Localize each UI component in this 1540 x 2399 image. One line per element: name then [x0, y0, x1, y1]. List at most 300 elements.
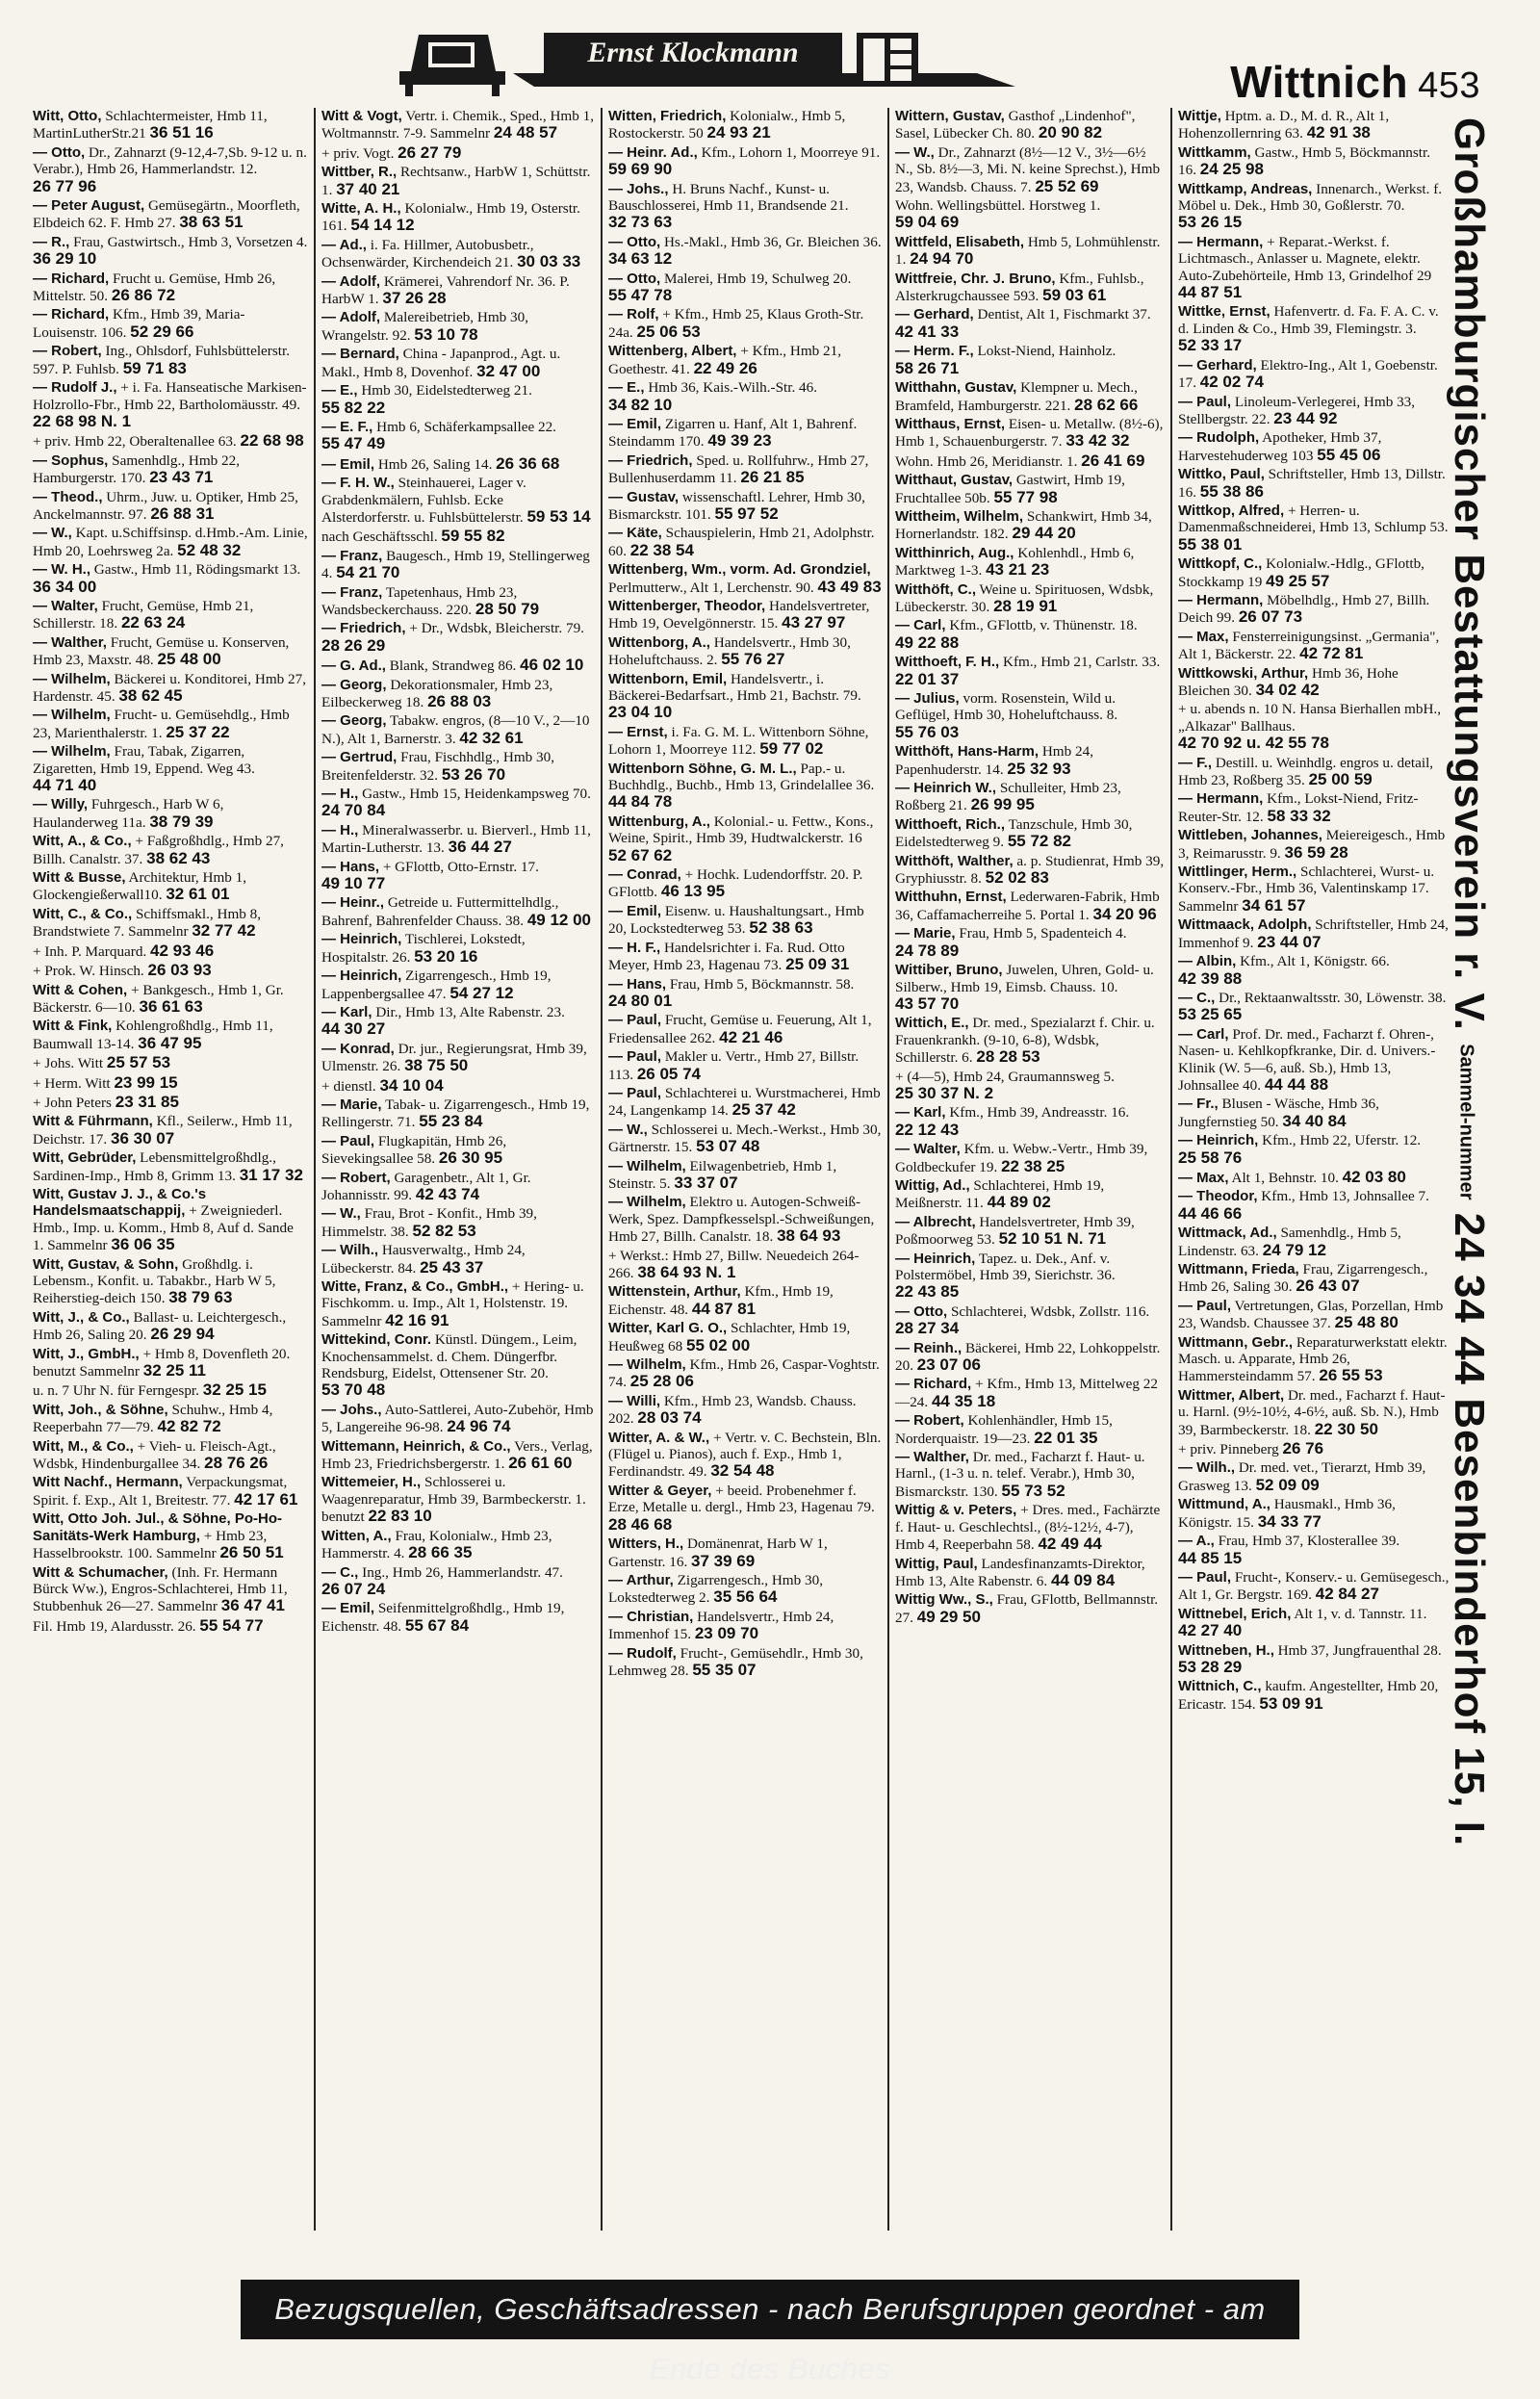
entry-details: Lebensmittelgroßhdlg., Sardinen-Imp., Hmb 8, Grimm 13. — [33, 1149, 276, 1184]
entry-details: Gasthof „Lindenhof", Sasel, Lübecker Ch. 80. — [895, 108, 1136, 142]
directory-entry — [895, 853, 1165, 888]
entry-phone: 49 12 00 — [526, 910, 592, 929]
entry-details: Rechtsanw., HarbW 1, Schüttstr. 1. — [321, 164, 591, 198]
entry-phone: 59 69 90 — [608, 160, 673, 179]
entry-name: Witthöft, Hans-Harm, — [895, 743, 1040, 761]
entry-name: — Wilhelm, — [33, 743, 111, 761]
entry-name: — E. F., — [321, 418, 373, 435]
directory-entry — [33, 743, 308, 794]
entry-phone: 42 21 46 — [719, 1027, 783, 1046]
directory-entry — [1178, 1261, 1450, 1296]
entry-details: Destill. u. Weinhdlg. engros u. detail, Hmb 23, Roßberg 35. — [1178, 754, 1434, 789]
entry-name: — Emil, — [321, 455, 375, 473]
entry-name: — Bernard, — [321, 346, 399, 363]
entry-name: — Robert, — [33, 343, 102, 360]
entry-details: + priv. Vogt. — [321, 144, 395, 162]
entry-details: Frucht- u. Gemüsehdlg., Hmb 23, Marienthalerstr. 1. — [33, 707, 290, 741]
directory-entry — [608, 761, 882, 812]
entry-name: — F. H. W., — [321, 475, 395, 492]
directory-entry — [608, 234, 882, 269]
entry-name: Witthöft, Walther, — [895, 852, 1014, 869]
entry-name: — W., — [608, 1121, 648, 1138]
entry-phone: 28 66 35 — [408, 1543, 473, 1562]
entry-name: — Willy, — [33, 796, 89, 813]
directory-entry — [33, 525, 308, 559]
entry-details: Malereibetrieb, Hmb 30, Wrangelstr. 92. — [321, 309, 529, 344]
directory-entry — [321, 164, 595, 198]
directory-entry — [33, 489, 308, 524]
directory-entry — [321, 1170, 595, 1204]
entry-details: Alt 1, v. d. Tannstr. 11. — [1294, 1605, 1427, 1622]
entry-details: u. n. 7 Uhr N. für Ferngespr. — [33, 1382, 199, 1400]
entry-details: Weine u. Spirituosen, Wdsbk, Lübeckerstr. 30. — [895, 580, 1154, 615]
directory-entry — [321, 309, 595, 344]
directory-entry — [33, 1510, 308, 1561]
entry-phone: 36 34 00 — [33, 577, 97, 596]
directory-entry — [608, 416, 882, 451]
entry-name: — Theod., — [33, 488, 103, 505]
entry-details: Seifenmittelgroßhdlg., Hmb 19, Eichenstr. 48. — [321, 1600, 565, 1635]
furniture-ad-logo — [399, 29, 1073, 100]
entry-phone: 42 93 46 — [150, 941, 215, 960]
entry-details: Möbelhdlg., Hmb 27, Billh. Deich 99. — [1178, 591, 1430, 627]
entry-details: Schlosserei u. Mech.-Werkst., Hmb 30, Gärtnerstr. 15. — [608, 1121, 882, 1156]
entry-name: — Richard, — [895, 1376, 972, 1393]
entry-phone: 26 50 51 — [219, 1543, 284, 1562]
directory-entry — [1178, 1298, 1450, 1332]
entry-phone: 52 33 17 — [1178, 336, 1243, 355]
entry-phone: 28 46 68 — [608, 1514, 673, 1534]
entry-phone: 52 82 53 — [412, 1221, 476, 1240]
entry-details: Kfm., Fuhlsb., Alsterkrugchaussee 593. — [895, 270, 1144, 305]
entry-phone: 44 46 66 — [1178, 1203, 1243, 1223]
entry-details: + Zweigniederl. Hmb., Imp. u. Komm., Hmb 8, Auf d. Sande 1. Sammelnr — [33, 1202, 294, 1254]
entry-phone: 28 19 91 — [993, 596, 1058, 615]
entry-phone: 22 83 10 — [368, 1507, 432, 1526]
entry-name: — Carl, — [895, 617, 946, 634]
directory-entry — [321, 894, 595, 929]
entry-details: Schlachterei, Wurst- u. Konserv.-Fbr., Hmb 36, Valentinskamp 17. Sammelnr — [1178, 864, 1435, 915]
entry-name: — H. F., — [608, 939, 661, 956]
directory-entry — [33, 1381, 308, 1399]
entry-details: Perlmutterw., Alt 1, Lerchenstr. 90. — [608, 579, 814, 596]
entry-name: Wittheim, Wilhelm, — [895, 507, 1024, 525]
entry-phone: 26 21 85 — [740, 468, 805, 487]
directory-entry — [608, 940, 882, 974]
entry-name: Witt, Gebrüder, — [33, 1149, 137, 1167]
directory-entry — [895, 1141, 1165, 1175]
directory-entry — [608, 1248, 882, 1282]
entry-name: — Otto, — [895, 1303, 948, 1320]
entry-phone: 42 70 92 u. 42 55 78 — [1178, 734, 1329, 753]
entry-details: Kfm., Lohorn 1, Moorreye 91. — [701, 143, 881, 161]
directory-entry — [321, 677, 595, 711]
directory-entry — [895, 1502, 1165, 1553]
entry-name: Witte, Franz, & Co., GmbH., — [321, 1278, 509, 1295]
entry-name: — Karl, — [321, 1003, 372, 1020]
entry-phone: 44 89 02 — [987, 1193, 1051, 1212]
entry-details: Frucht-, Gemüsehdlr., Hmb 30, Lehmweg 28. — [608, 1644, 863, 1679]
entry-phone: 49 25 57 — [1266, 571, 1330, 590]
directory-entry — [895, 690, 1165, 741]
entry-details: Schuhw., Hmb 4, Reeperbahn 77—79. — [33, 1401, 273, 1436]
directory-entry — [321, 1205, 595, 1240]
directory-entry — [895, 925, 1165, 960]
directory-entry — [895, 197, 1165, 232]
entry-phone: 32 61 01 — [166, 885, 230, 904]
side-advertisement — [1439, 117, 1499, 2226]
entry-details: Frau, Gastwirtsch., Hmb 3, Vorsetzen 4. — [73, 233, 308, 250]
entry-details: + priv. Pinneberg — [1178, 1441, 1279, 1458]
directory-entry — [608, 1572, 882, 1607]
directory-entry — [321, 1004, 595, 1039]
entry-phone: 26 61 60 — [508, 1454, 573, 1473]
entry-name: — H., — [321, 786, 359, 803]
directory-entry — [895, 816, 1165, 851]
entry-details: Ballast- u. Leichtergesch., Hmb 26, Saling 20. — [33, 1308, 287, 1344]
entry-details: + Vieh- u. Fleisch-Agt., Wdsbk, Hindenburgallee 34. — [33, 1437, 276, 1473]
directory-entry — [321, 419, 595, 453]
directory-entry — [321, 1077, 595, 1095]
directory-entry — [608, 452, 882, 487]
entry-phone: 55 72 82 — [1007, 832, 1072, 851]
entry-phone: 52 29 66 — [130, 322, 194, 341]
entry-phone: 30 03 33 — [517, 252, 581, 271]
directory-entry — [33, 306, 308, 341]
entry-name: Witthöft, C., — [895, 580, 977, 598]
entry-phone: 25 09 31 — [785, 955, 850, 974]
entry-name: Witte, A. H., — [321, 200, 401, 218]
entry-name: — Gertrud, — [321, 749, 398, 766]
entry-phone: 25 52 69 — [1035, 176, 1099, 195]
entry-phone: 28 28 53 — [976, 1047, 1040, 1067]
directory-entry — [895, 1177, 1165, 1212]
entry-name: — Wilhelm, — [608, 1157, 686, 1174]
entry-phone: 55 77 98 — [993, 487, 1058, 506]
entry-name: — Walther, — [33, 633, 107, 651]
directory-entry — [895, 416, 1165, 451]
entry-name: Wittmack, Ad., — [1178, 1225, 1277, 1242]
entry-details: Schriftsteller, Hmb 13, Dillstr. 16. — [1178, 466, 1446, 501]
entry-details: + GFlottb, Otto-Ernstr. 17. — [382, 858, 539, 875]
directory-entry — [895, 1251, 1165, 1302]
entry-name: — Marie, — [321, 1096, 382, 1113]
side-ad-name: Großhamburgischer Bestattungsverein r. V. — [1446, 117, 1493, 1031]
entry-name: — Ad., — [321, 236, 367, 253]
entry-phone: 44 30 27 — [321, 1019, 386, 1039]
directory-entry — [608, 1158, 882, 1193]
entry-phone: 26 43 07 — [1296, 1277, 1360, 1296]
directory-entry — [1178, 592, 1450, 627]
directory-entry — [1178, 144, 1450, 179]
entry-details: Lokst-Niend, Hainholz. — [977, 343, 1116, 360]
entry-details: Bäckerei u. Konditorei, Hmb 27, Hardenstr. 45. — [33, 670, 307, 705]
directory-entry — [33, 796, 308, 831]
entry-phone: 44 35 18 — [931, 1391, 996, 1410]
entry-details: Hs.-Makl., Hmb 36, Gr. Bleichen 36. — [663, 233, 882, 250]
directory-entry — [33, 1018, 308, 1052]
entry-details: Hausverwaltg., Hmb 24, Lübeckerstr. 84. — [321, 1242, 526, 1277]
entry-name: Witters, H., — [608, 1535, 684, 1553]
entry-details: Frau, Fischhdlg., Hmb 30, Breitenfelderstr. 32. — [321, 749, 555, 784]
entry-name: — Käte, — [608, 525, 662, 542]
directory-entry — [33, 1149, 308, 1184]
directory-entry — [1178, 1096, 1450, 1130]
entry-details: (Inh. Fr. Hermann Bürck Ww.), Engros-Schlachterei, Hmb 11, Stubbenhuk 26—27. Sammelnr — [33, 1563, 288, 1615]
entry-details: Schiffsmakl., Hmb 8, Brandstwiete 7. Sammelnr — [33, 905, 262, 941]
side-ad-address: Besenbinderhof 15, I. — [1446, 1398, 1493, 1847]
entry-name: — Walter, — [33, 597, 98, 614]
page-number: 453 — [1418, 65, 1480, 106]
entry-details: + Dres. med., Fachärzte f. Haut- u. Geschlechtsl., (8½-12½, 4-7), Hmb 4, Reeperbahn 58. — [895, 1502, 1161, 1554]
entry-details: Schriftsteller, Hmb 24, Immenhof 9. — [1178, 916, 1449, 951]
directory-entry — [608, 561, 882, 596]
entry-details: + Faßgroßhdlg., Hmb 27, Billh. Canalstr. 37. — [33, 833, 284, 867]
directory-entry — [608, 271, 882, 305]
directory-entry — [33, 1438, 308, 1473]
entry-details: Getreide u. Futtermittelhdlg., Bahrenf, Bahrenfelder Chauss. 38. — [321, 894, 559, 929]
entry-details: Kohlengroßhdlg., Hmb 11, Baumwall 13-14. — [33, 1018, 273, 1052]
entry-phone: 36 06 35 — [111, 1235, 175, 1254]
entry-phone: 34 82 10 — [608, 395, 673, 414]
entry-phone: 44 44 88 — [1264, 1074, 1329, 1094]
entry-phone: 34 02 42 — [1255, 681, 1320, 699]
entry-name: — Wilhelm, — [608, 1356, 686, 1374]
entry-phone: 42 16 91 — [385, 1310, 449, 1329]
entry-details: Kapt. u.Schiffsinsp. d.Hmb.-Am. Linie, Hmb 20, Loehrsweg 2a. — [33, 525, 308, 559]
entry-details: Hafenvertr. d. Fa. F. A. C. v. d. Linden & Co., Hmb 39, Flemingstr. 3. — [1178, 303, 1439, 337]
entry-phone: 28 03 74 — [637, 1408, 702, 1428]
entry-name: Wittmann, Gebr., — [1178, 1333, 1294, 1351]
entry-phone: 54 21 70 — [336, 563, 400, 582]
entry-name: Witter, Karl G. O., — [608, 1320, 728, 1337]
entry-name: Wittje, — [1178, 108, 1221, 124]
page-footer — [241, 2280, 1299, 2386]
entry-name: — Heinrich W., — [895, 780, 997, 797]
entry-details: Hmb 5, Lohmühlenstr. 1. — [895, 233, 1161, 269]
directory-columns — [29, 108, 1450, 2231]
entry-details: Schankwirt, Hmb 34, Hornerlandstr. 182. — [895, 507, 1152, 543]
directory-entry — [33, 1346, 308, 1380]
entry-details: Dr. med., Spezialarzt f. Chir. u. Frauenkrankh. (9-10, 6-8), Wdsbk, Schillerstr. 6. — [895, 1015, 1155, 1067]
directory-entry — [321, 1278, 595, 1329]
directory-entry — [321, 382, 595, 417]
directory-entry — [33, 432, 308, 450]
directory-entry — [1178, 827, 1450, 862]
directory-entry — [33, 869, 308, 904]
entry-phone: 38 62 43 — [146, 848, 211, 867]
entry-phone: 25 48 00 — [157, 650, 221, 669]
entry-name: — Franz, — [321, 547, 383, 564]
directory-entry — [321, 1438, 595, 1473]
directory-entry — [321, 1528, 595, 1562]
entry-details: Dir., Hmb 13, Alte Rabenstr. 23. — [375, 1003, 565, 1020]
directory-entry — [608, 813, 882, 864]
entry-name: Witt, J., & Co., — [33, 1308, 130, 1326]
entry-details: + beeid. Probenehmer f. Erze, Metalle u. dergl., Hmb 23, Hagenau 79. — [608, 1482, 875, 1516]
entry-name: — Paul, — [608, 1048, 662, 1066]
entry-phone: 23 04 10 — [608, 703, 673, 722]
column-divider — [601, 108, 603, 2231]
directory-entry — [321, 1600, 595, 1635]
entry-details: Tapez. u. Dek., Anf. v. Polstermöbel, Hmb 39, Sierichstr. 36. — [895, 1250, 1116, 1283]
entry-name: — Reinh., — [895, 1339, 962, 1356]
directory-entry — [1178, 1440, 1450, 1457]
entry-details: Hmb 24, Papenhuderstr. 14. — [895, 743, 1093, 778]
directory-entry — [608, 1048, 882, 1083]
directory-entry — [321, 273, 595, 308]
entry-phone: 22 12 43 — [895, 1120, 960, 1139]
entry-name: — W., — [895, 143, 935, 161]
directory-entry — [33, 906, 308, 941]
entry-name: Wittig, Paul, — [895, 1555, 978, 1572]
directory-entry — [1178, 357, 1450, 392]
entry-details: + (4—5), Hmb 24, Graumannsweg 5. — [895, 1068, 1115, 1085]
entry-details: Tischlerei, Lokstedt, Hospitalstr. 26. — [321, 931, 526, 966]
directory-entry — [895, 1376, 1165, 1410]
directory-entry — [895, 1340, 1165, 1375]
entry-name: — Emil, — [608, 902, 662, 919]
entry-details: Frau, Hmb 5, Böckmannstr. 58. — [669, 975, 855, 993]
directory-entry — [33, 634, 308, 669]
entry-phone: 26 88 31 — [150, 503, 215, 523]
entry-name: Witt Nachf., Hermann, — [33, 1474, 183, 1491]
entry-name: — Walther, — [895, 1449, 969, 1466]
entry-details: Malerei, Hmb 19, Schulweg 20. — [663, 270, 852, 287]
directory-column-4 — [891, 108, 1168, 2231]
entry-phone: 34 61 57 — [1242, 895, 1306, 915]
directory-entry — [895, 1069, 1165, 1103]
entry-name: Wittenberg, Wm., vorm. Ad. Grondziel, — [608, 561, 871, 579]
entry-details: + u. abends n. 10 N. Hansa Bierhallen mbH., „Alkazar" Ballhaus. — [1178, 701, 1442, 735]
entry-phone: 59 03 61 — [1042, 286, 1107, 305]
entry-details: Klempner u. Mech., Bramfeld, Hamburgerstr. 221. — [895, 379, 1138, 414]
directory-entry — [33, 671, 308, 706]
entry-name: — Carl, — [1178, 1025, 1229, 1043]
entry-phone: 22 38 25 — [1001, 1156, 1065, 1175]
entry-name: — Conrad, — [608, 866, 681, 884]
entry-details: Sped. u. Rollfuhrw., Hmb 27, Bullenhuserdamm 11. — [608, 451, 869, 487]
entry-phone: 53 25 65 — [1178, 1005, 1243, 1024]
entry-details: Schauspielerin, Hmb 21, Adolphstr. 60. — [608, 525, 875, 559]
entry-name: — Georg, — [321, 712, 387, 730]
entry-phone: 29 44 20 — [1012, 524, 1076, 543]
entry-details: Schlosserei u. Waagenreparatur, Hmb 39, Barmbeckerstr. 1. benutzt — [321, 1474, 586, 1526]
entry-details: Hptm. a. D., M. d. R., Alt 1, Hohenzollernring 63. — [1178, 108, 1390, 142]
entry-phone: 24 25 98 — [1199, 160, 1264, 179]
entry-name: — Rolf, — [608, 306, 659, 323]
entry-details: Frau, GFlottb, Bellmannstr. 27. — [895, 1591, 1159, 1626]
directory-entry — [321, 620, 595, 655]
directory-entry — [1178, 1496, 1450, 1531]
entry-name: — Hans, — [608, 975, 667, 993]
entry-details: Handelsvertreter, Hmb 39, Poßmoorweg 53. — [895, 1213, 1135, 1249]
entry-name: — Paul, — [321, 1132, 375, 1149]
entry-name: Wittemann, Heinrich, & Co., — [321, 1437, 511, 1455]
entry-details: Gastwirt, Hmb 19, Fruchtallee 50b. — [895, 472, 1125, 506]
directory-entry — [608, 1483, 882, 1534]
entry-phone: 23 07 06 — [916, 1355, 981, 1375]
entry-details: Kfm., Hmb 22, Uferstr. 12. — [1262, 1132, 1422, 1149]
entry-details: i. Fa. Hillmer, Autobusbetr., Ochsenwärder, Kirchendeich 21. — [321, 236, 534, 271]
entry-name: — Willi, — [608, 1392, 661, 1409]
directory-entry — [1178, 303, 1450, 354]
entry-phone: 55 73 52 — [1001, 1481, 1065, 1500]
entry-details: Frau, Zigarrengesch., Hmb 26, Saling 30. — [1178, 1261, 1428, 1296]
directory-entry — [608, 671, 882, 722]
entry-name: Wittneben, H., — [1178, 1641, 1274, 1659]
entry-details: a. p. Studienrat, Hmb 39, Gryphiusstr. 8. — [895, 852, 1165, 888]
entry-phone: 42 41 33 — [895, 322, 960, 341]
entry-name: — H., — [321, 821, 359, 838]
entry-name: — Wilhelm, — [33, 670, 111, 687]
entry-phone: 49 39 23 — [707, 431, 772, 451]
directory-entry — [1178, 701, 1450, 752]
directory-entry — [321, 1402, 595, 1436]
entry-phone: 38 62 45 — [118, 686, 183, 705]
entry-details: Prof. Dr. med., Facharzt f. Ohren-, Nasen- u. Kehlkopfkranke, Dir. d. Univers.-Klinik (W. 5—6, auß. Sb.), Hmb 13, Johnsallee 40. — [1178, 1025, 1436, 1094]
directory-entry — [33, 343, 308, 377]
entry-details: Verpackungsmat, Spirit. f. Exp., Alt 1, Breitestr. 77. — [33, 1474, 288, 1509]
entry-details: vorm. Rosenstein, Wild u. Geflügel, Hmb 30, Hoheluftchauss. 8. — [895, 690, 1118, 724]
footer-note: Bezugsquellen, Geschäftsadressen - nach Berufsgruppen geordnet - am Ende des Buches — [274, 2292, 1266, 2386]
directory-entry — [608, 181, 882, 232]
entry-phone: 55 54 77 — [199, 1615, 264, 1635]
entry-details: Ing., Ohlsdorf, Fuhlsbüttelerstr. 597. P. Fuhlsb. — [33, 343, 290, 377]
directory-entry — [895, 1591, 1165, 1626]
entry-phone: 44 71 40 — [33, 776, 97, 795]
directory-entry — [608, 976, 882, 1011]
entry-phone: 52 02 83 — [985, 868, 1049, 888]
directory-entry — [1178, 394, 1450, 428]
directory-entry — [895, 472, 1165, 506]
entry-name: Wittig, Ad., — [895, 1176, 970, 1194]
entry-name: — Rudolf, — [608, 1644, 677, 1662]
entry-phone: 42 82 72 — [157, 1417, 221, 1436]
entry-phone: 46 02 10 — [520, 656, 584, 675]
entry-details: Handelsvertr., Hmb 24, Immenhof 15. — [608, 1608, 834, 1643]
entry-details: Elektro-Ing., Alt 1, Goebenstr. 17. — [1178, 356, 1438, 392]
entry-phone: 37 40 21 — [336, 179, 400, 198]
directory-entry — [608, 1320, 882, 1354]
entry-details: Frucht, Gemüse u. Konserven, Hmb 23, Maxstr. 48. — [33, 633, 290, 669]
entry-details: Juwelen, Uhren, Gold- u. Silberw., Hmb 19, Eimsb. Chauss. 10. — [895, 962, 1154, 995]
entry-details: Mineralwasserbr. u. Bierverl., Hmb 11, Martin-Lutherstr. 13. — [321, 821, 591, 857]
entry-phone: 49 22 88 — [895, 632, 960, 652]
directory-entry — [608, 343, 882, 377]
entry-phone: 38 79 63 — [168, 1288, 233, 1307]
entry-details: Baugesch., Hmb 19, Stellingerweg 4. — [321, 547, 590, 582]
directory-entry — [33, 942, 308, 960]
directory-entry — [895, 581, 1165, 616]
directory-entry — [321, 657, 595, 674]
directory-entry — [608, 489, 882, 524]
entry-phone: 25 58 76 — [1178, 1148, 1243, 1167]
entry-name: Wittkop, Alfred, — [1178, 502, 1285, 519]
directory-entry — [895, 1104, 1165, 1139]
entry-phone: 22 38 54 — [629, 540, 694, 559]
entry-name: Witt, Otto Joh. Jul., & Söhne, Po-Ho-Sanitäts-Werk Hamburg, — [33, 1510, 283, 1544]
entry-phone: 26 77 96 — [33, 176, 97, 195]
entry-details: Kfm., Hmb 13, Johnsallee 7. — [1261, 1188, 1429, 1205]
entry-details: Frucht u. Gemüse, Hmb 26, Mittelstr. 50. — [33, 270, 276, 305]
directory-entry — [33, 1113, 308, 1148]
entry-details: + Kfm., Hmb 21, Goethestr. 41. — [608, 343, 842, 377]
entry-phone: 34 63 12 — [608, 249, 673, 269]
entry-details: Landesfinanzamts-Direktor, Hmb 13, Alte Rabenstr. 6. — [895, 1555, 1145, 1589]
entry-details: + Inh. P. Marquard. — [33, 942, 147, 960]
entry-details: Dr. med., Facharzt f. Haut- u. Harnl., (1-3 u. n. telef. Verabr.), Hmb 30, Bismarckstr. 130. — [895, 1449, 1145, 1500]
